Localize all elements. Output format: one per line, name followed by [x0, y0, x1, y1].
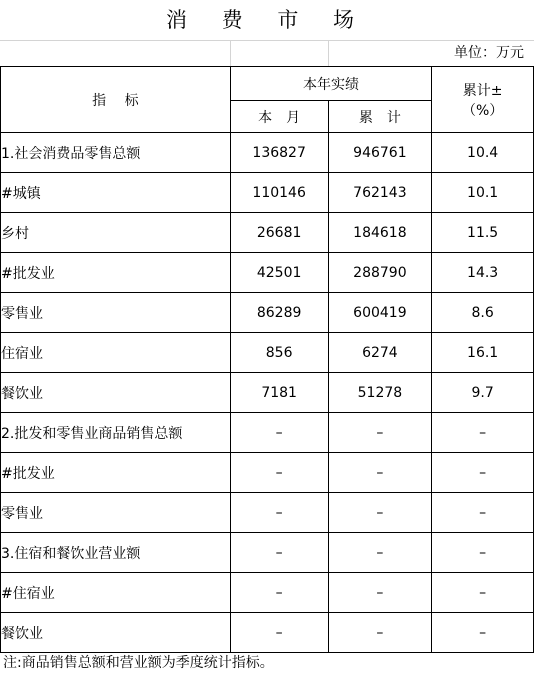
- unit-label: 单位：万元: [454, 45, 524, 61]
- table-row: [1, 173, 534, 213]
- row-label: #住宿业: [1, 573, 231, 613]
- table-row: [1, 573, 534, 613]
- header-month: 本 月: [230, 101, 328, 133]
- cell-cumulative: 762143: [328, 173, 432, 213]
- header-indicator: 指 标: [1, 67, 231, 133]
- table-row: [1, 253, 534, 293]
- cell-growth: 11.5: [432, 213, 534, 253]
- row-label: 3.住宿和餐饮业营业额: [1, 533, 231, 573]
- cell-month: 7181: [230, 373, 328, 413]
- cell-growth: 16.1: [432, 333, 534, 373]
- header-growth: [432, 67, 534, 133]
- cell-cumulative: 184618: [328, 213, 432, 253]
- cell-cumulative: 600419: [328, 293, 432, 333]
- cell-growth: 10.1: [432, 173, 534, 213]
- cell-growth: 9.7: [432, 373, 534, 413]
- cell-growth: 10.4: [432, 133, 534, 173]
- cell-month: –: [230, 413, 328, 453]
- cell-growth: 14.3: [432, 253, 534, 293]
- cell-cumulative: 51278: [328, 373, 432, 413]
- cell-cumulative: –: [328, 413, 432, 453]
- table-row: [1, 493, 534, 533]
- cell-month: –: [230, 573, 328, 613]
- row-label: 乡村: [1, 213, 231, 253]
- table-row: [1, 293, 534, 333]
- cell-cumulative: –: [328, 573, 432, 613]
- cell-month: –: [230, 533, 328, 573]
- cell-cumulative: –: [328, 493, 432, 533]
- cell-month: –: [230, 493, 328, 533]
- cell-month: 110146: [230, 173, 328, 213]
- cell-cumulative: 6274: [328, 333, 432, 373]
- cell-growth: –: [432, 613, 534, 653]
- row-label: 1.社会消费品零售总额: [1, 133, 231, 173]
- gridline: [328, 40, 329, 66]
- table-row: [1, 533, 534, 573]
- cell-month: 86289: [230, 293, 328, 333]
- cell-month: –: [230, 453, 328, 493]
- row-label: #批发业: [1, 253, 231, 293]
- header-growth-line1: 累计±: [462, 82, 503, 99]
- table-row: [1, 333, 534, 373]
- cell-growth: 8.6: [432, 293, 534, 333]
- table-row: [1, 133, 534, 173]
- table-row: [1, 373, 534, 413]
- row-label: 2.批发和零售业商品销售总额: [1, 413, 231, 453]
- table-row: [1, 613, 534, 653]
- row-label: #批发业: [1, 453, 231, 493]
- table-row: [1, 213, 534, 253]
- cell-growth: –: [432, 413, 534, 453]
- row-label: 零售业: [1, 493, 231, 533]
- cell-month: 136827: [230, 133, 328, 173]
- header-growth-line2: （%）: [461, 102, 504, 119]
- page-title: 消 费 市 场: [0, 0, 534, 41]
- gridline: [230, 40, 231, 66]
- cell-cumulative: 946761: [328, 133, 432, 173]
- header-cumulative: 累 计: [328, 101, 432, 133]
- footnote: 注:商品销售总额和营业额为季度统计指标。: [3, 655, 274, 671]
- cell-month: 26681: [230, 213, 328, 253]
- unit-row: [0, 40, 534, 67]
- header-actual: 本年实绩: [230, 67, 432, 101]
- table-row: [1, 413, 534, 453]
- cell-cumulative: –: [328, 453, 432, 493]
- consumer-market-table: [0, 66, 534, 653]
- cell-growth: –: [432, 533, 534, 573]
- cell-cumulative: –: [328, 533, 432, 573]
- cell-month: 42501: [230, 253, 328, 293]
- row-label: 餐饮业: [1, 373, 231, 413]
- row-label: 餐饮业: [1, 613, 231, 653]
- cell-cumulative: 288790: [328, 253, 432, 293]
- row-label: 住宿业: [1, 333, 231, 373]
- cell-growth: –: [432, 493, 534, 533]
- cell-month: 856: [230, 333, 328, 373]
- cell-month: –: [230, 613, 328, 653]
- cell-cumulative: –: [328, 613, 432, 653]
- table-row: [1, 453, 534, 493]
- row-label: 零售业: [1, 293, 231, 333]
- cell-growth: –: [432, 453, 534, 493]
- cell-growth: –: [432, 573, 534, 613]
- row-label: #城镇: [1, 173, 231, 213]
